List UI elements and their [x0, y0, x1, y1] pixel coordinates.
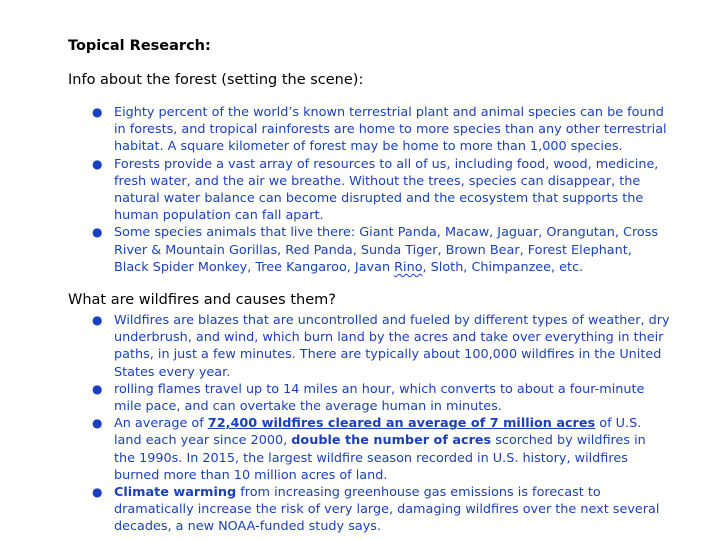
list-item-text: An average of [114, 416, 208, 432]
spellcheck-flagged-word[interactable]: Rino [394, 259, 423, 275]
list-item [0, 104, 720, 156]
bullet-icon: ● [92, 485, 103, 500]
list-item-text: from increasing greenhouse gas emissions is forecast to dramatically increase the risk of very large, damaging wildfires over the next several decades, a new NOAA-funded study says. [114, 485, 660, 535]
list-item [0, 224, 720, 276]
list-item [0, 484, 720, 536]
bullet-icon: ● [92, 381, 103, 396]
page-heading: Topical Research: [68, 38, 211, 54]
bullet-icon: ● [92, 313, 103, 327]
list-item [0, 415, 720, 484]
bullet-icon: ● [92, 105, 103, 119]
bold-stat: double the number of acres [291, 433, 492, 449]
list-item [0, 156, 720, 225]
list-item-text: of U.S. land each year since 2000, [114, 416, 642, 449]
list-item-text: , Sloth, Chimpanzee, etc. [422, 259, 584, 275]
list-item-text: Wildfires are blazes that are uncontrolled and fueled by different types of weather, dry underbrush, and wind, which burn land by the acres and take over everything in their paths, in just a few minutes. There are typically about 100,000 wildfires in the United States every year. [114, 313, 670, 380]
list-item-text: Eighty percent of the world’s known terrestrial plant and animal species can be found in forests, and tropical rainforests are home to more species than any other terrestrial habitat. A square kilometer of forest may be home to more than 1,000 species. [114, 105, 667, 155]
section-title-forest: Info about the forest (setting the scene): [68, 72, 364, 88]
section-title-wildfires: What are wildfires and causes them? [68, 292, 336, 308]
bullet-icon: ● [92, 416, 103, 431]
list-item [0, 312, 720, 381]
forest-bullet-list [0, 104, 720, 276]
list-item-text: Forests provide a vast array of resources to all of us, including food, wood, medicine, fresh water, and the air we breathe. Without the trees, species can disappear, the natural water balance can become disrupted and the ecosystem that supports the human population can fall apart. [114, 156, 659, 224]
bold-term: Climate warming [114, 485, 237, 501]
list-item-text: rolling flames travel up to 14 miles an hour, which converts to about a four-minute mile pace, and can overtake the average human in minutes. [114, 381, 645, 415]
list-item-text: scorched by wildfires in the 1990s. In 2015, the largest wildfire season recorded in U.S. history, wildfires burned more than 10 million acres of land. [114, 433, 646, 483]
bullet-icon: ● [92, 225, 103, 240]
bold-stat: 72,400 wildfires cleared an average of 7 million acres [207, 416, 596, 432]
list-item-text: Some species animals that live there: Giant Panda, Macaw, Jaguar, Orangutan, Cross River & Mountain Gorillas, Red Panda, Sunda Tiger, Brown Bear, Forest Elephant, Black Spider Monkey, Tree Kangaroo, Javan [114, 225, 659, 275]
list-item [0, 381, 720, 415]
wildfire-bullet-list [0, 312, 720, 536]
bullet-icon: ● [92, 156, 103, 171]
